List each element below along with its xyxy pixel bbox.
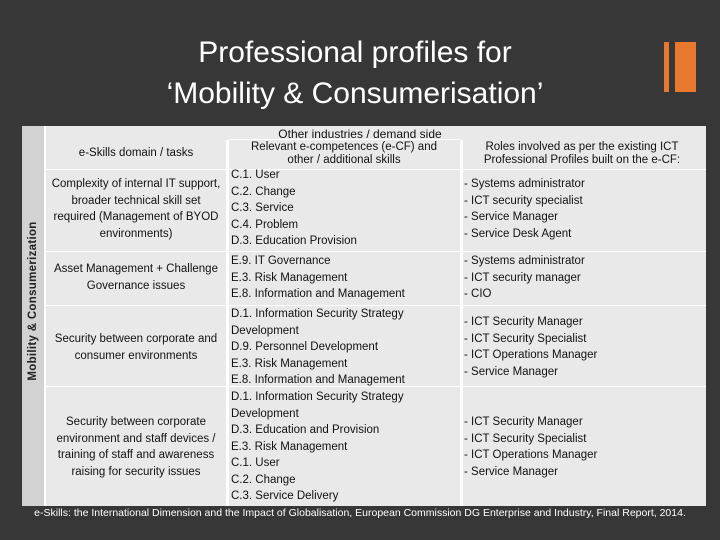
slide-title-line-2: ‘Mobility & Consumerisation’ (166, 77, 544, 110)
cell-line: - CIO (464, 288, 492, 300)
table-top-label: Other industries / demand side (278, 127, 442, 141)
cell-line: - ICT Security Manager (464, 316, 583, 328)
header-line: Relevant e-competences (e-CF) and (251, 141, 437, 153)
row-4-competences (231, 389, 460, 505)
cell-line: - Service Manager (464, 211, 558, 223)
header-line: Professional Profiles built on the e-CF: (483, 154, 681, 166)
cell-line: environment and staff devices / (56, 432, 216, 445)
cell-line: E.8. Information and Management (231, 374, 405, 386)
cell-line: C.4. Problem (231, 218, 299, 231)
cell-line: E.9. IT Governance (231, 255, 331, 267)
cell-line: D.3. Education Provision (231, 235, 357, 247)
row-2-roles (464, 253, 704, 303)
row-2-domain (46, 261, 226, 294)
cell-line: Asset Management + Challenge (54, 263, 218, 275)
row-1-competences (231, 167, 460, 250)
cell-line: consumer environments (74, 349, 198, 362)
accent-bar-thin (664, 42, 669, 92)
column-divider (460, 140, 463, 506)
row-divider (46, 251, 706, 252)
row-3-roles (464, 314, 704, 380)
row-2-competences (231, 253, 460, 303)
header-competences (228, 141, 460, 167)
cell-line: - ICT Operations Manager (464, 449, 598, 461)
cell-line: Development (231, 407, 299, 420)
row-4-domain (46, 414, 226, 480)
cell-line: E.8. Information and Management (231, 288, 405, 300)
cell-line: - Systems administrator (464, 255, 585, 267)
cell-line: - ICT Security Specialist (464, 332, 587, 345)
row-1-roles (464, 176, 704, 242)
cell-line: D.9. Personnel Development (231, 341, 379, 353)
header-line: other / additional skills (287, 154, 401, 166)
cell-line: Development (231, 324, 299, 337)
cell-line: - Service Desk Agent (464, 227, 572, 240)
column-divider (226, 140, 229, 506)
cell-line: - Service Manager (464, 465, 558, 478)
cell-line: Security between corporate and (54, 333, 218, 345)
row-1-domain (46, 176, 226, 242)
cell-line: D.1. Information Security Strategy (231, 391, 404, 403)
cell-line: - ICT Security Manager (464, 416, 583, 428)
cell-line: C.1. User (231, 169, 280, 181)
row-3-competences (231, 306, 460, 389)
cell-line: C.1. User (231, 457, 280, 469)
slide-title-line-1: Professional profiles for (198, 36, 512, 69)
row-4-roles (464, 414, 704, 480)
cell-line: - ICT security specialist (464, 194, 583, 207)
header-roles (462, 141, 702, 167)
header-line: Roles involved as per the existing ICT (485, 141, 679, 153)
cell-line: E.3. Risk Management (231, 440, 348, 453)
row-3-domain (46, 331, 226, 364)
cell-line: environments) (99, 227, 173, 240)
cell-line: Governance issues (86, 279, 186, 292)
cell-line: D.3. Education and Provision (231, 424, 380, 436)
cell-line: C.2. Change (231, 473, 296, 486)
cell-line: - Service Manager (464, 365, 558, 378)
cell-line: - Systems administrator (464, 178, 585, 190)
cell-line: training of staff and awareness (57, 449, 215, 461)
header-domain: e-Skills domain / tasks (78, 147, 194, 159)
cell-line: required (Management of BYOD (53, 211, 219, 223)
side-label: Mobility & Consumerization (27, 221, 39, 381)
cell-line: C.2. Change (231, 185, 296, 198)
cell-line: - ICT Operations Manager (464, 349, 598, 361)
cell-line: E.3. Risk Management (231, 271, 348, 284)
cell-line: raising for security issues (71, 465, 201, 478)
cell-line: Complexity of internal IT support, (51, 178, 221, 190)
cell-line: D.1. Information Security Strategy (231, 308, 404, 320)
cell-line: C.3. Service Delivery (231, 490, 339, 502)
source-footnote: e-Skills: the International Dimension and the Impact of Globalisation, European Commission DG Enterprise and Industry, Final Report, 2014. (34, 507, 686, 519)
cell-line: - ICT security manager (464, 271, 581, 284)
cell-line: broader technical skill set (71, 194, 201, 207)
cell-line: E.3. Risk Management (231, 357, 348, 370)
cell-line: Security between corporate (66, 416, 206, 428)
cell-line: - ICT Security Specialist (464, 432, 587, 445)
accent-bar-thick (675, 42, 696, 92)
cell-line: C.3. Service (231, 202, 294, 214)
